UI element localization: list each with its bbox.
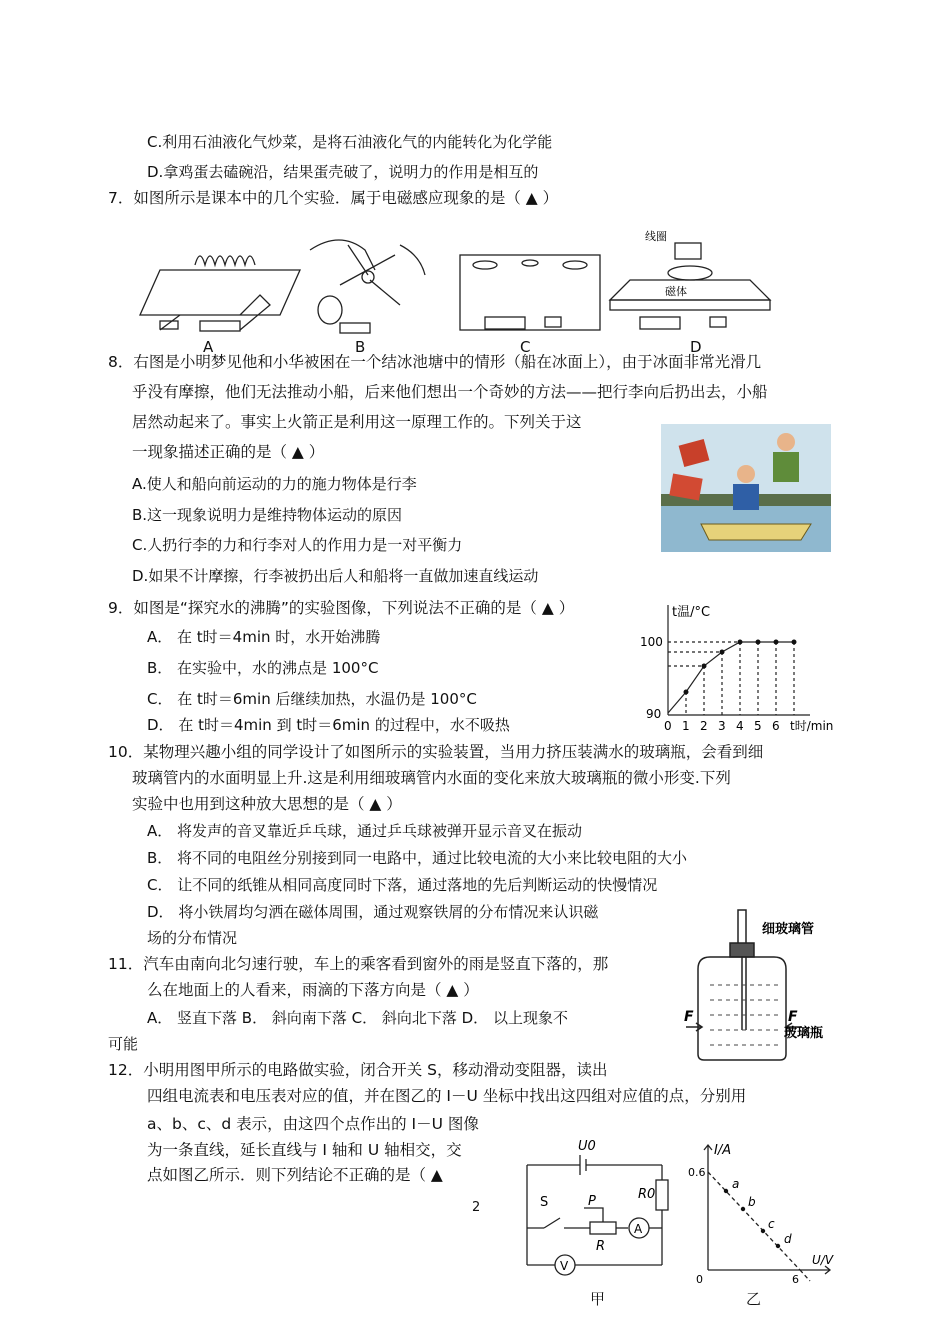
q6-option-d: D.拿鸡蛋去磕碗沿，结果蛋壳破了，说明力的作用是相互的 (147, 163, 539, 181)
q9-xtick-6: 6 (772, 719, 780, 733)
page-number: 2 (472, 1200, 481, 1215)
q10-force-right: F (788, 1009, 798, 1025)
q12-line-1: 12．小明用图甲所示的电路做实验，闭合开关 S，移动滑动变阻器，读出 (108, 1061, 608, 1079)
q10-force-left: F (684, 1009, 694, 1025)
q10-option-b: B． 将不同的电阻丝分别接到同一电路中，通过比较电流的大小来比较电阻的大小 (147, 849, 688, 867)
q12-point-b: b (748, 1195, 756, 1209)
q7-label-d: D (690, 338, 702, 356)
q10-bottle-label: 玻璃瓶 (784, 1026, 824, 1041)
q9-xtick-4: 4 (736, 719, 744, 733)
q12-graph-xlabel: U/V (812, 1253, 834, 1267)
voltmeter-icon: V (560, 1259, 569, 1273)
q9-xtick-0: 0 (664, 719, 672, 733)
q9-ylabel: t温/°C (672, 605, 711, 620)
q7-stem: 7．如图所示是课本中的几个实验．属于电磁感应现象的是（ ▲ ） (108, 189, 559, 207)
q9-xlabel: t时/min (790, 719, 834, 733)
ammeter-icon: A (634, 1222, 643, 1236)
q12-point-c: c (768, 1217, 775, 1231)
q7-label-b: B (355, 338, 366, 356)
q9-xtick-1: 1 (682, 719, 690, 733)
q7-label-c: C (520, 338, 531, 356)
q8-line-3: 居然动起来了。事实上火箭正是利用这一原理工作的。下列关于这 (132, 413, 582, 431)
q7-magnet-label: 磁体 (665, 285, 687, 298)
q10-option-d-1: D． 将小铁屑均匀洒在磁体周围，通过观察铁屑的分布情况来认识磁 (147, 903, 599, 921)
q9-option-b: B． 在实验中，水的沸点是 100°C (147, 659, 379, 677)
q12-graph-ylabel: I/A (714, 1143, 732, 1158)
q12-slider-label: P (588, 1194, 596, 1209)
q9-stem: 9．如图是“探究水的沸腾”的实验图像，下列说法不正确的是（ ▲ ） (108, 599, 575, 617)
q8-line-2: 乎没有摩擦，他们无法推动小船，后来他们想出一个奇妙的方法——把行李向后扔出去，小船 (132, 383, 768, 401)
q7-figures (140, 225, 780, 350)
q8-boat-image (661, 424, 831, 552)
q12-line-5: 点如图乙所示．则下列结论不正确的是（ ▲ (147, 1166, 443, 1184)
q10-tube-label: 细玻璃管 (762, 922, 815, 937)
q10-line-1: 10．某物理兴趣小组的同学设计了如图所示的实验装置，当用力挤压装满水的玻璃瓶，会看到细 (108, 743, 764, 761)
q12-u0-label: U0 (578, 1139, 596, 1154)
q11-options: A． 竖直下落 B． 斜向南下落 C． 斜向北下落 D． 以上现象不 (147, 1009, 568, 1027)
q6-option-c: C.利用石油液化气炒菜，是将石油液化气的内能转化为化学能 (147, 133, 553, 151)
q10-option-c: C． 让不同的纸锥从相同高度同时下落，通过落地的先后判断运动的快慢情况 (147, 876, 658, 894)
q7-coil-label: 线圈 (645, 230, 667, 243)
q12-point-a: a (732, 1177, 740, 1191)
q8-option-d: D.如果不计摩擦，行李被扔出后人和船将一直做加速直线运动 (132, 567, 539, 585)
q12-line-3: a、b、c、d 表示，由这四个点作出的 I－U 图像 (147, 1115, 479, 1133)
q12-circuit-figure (522, 1140, 697, 1285)
q10-bottle-figure (680, 905, 840, 1065)
q12-line-2: 四组电流表和电压表对应的值，并在图乙的 I－U 坐标中找出这四组对应值的点，分别用 (147, 1087, 747, 1105)
q7-label-a: A (203, 338, 214, 356)
q12-graph-ytick: 0.6 (688, 1166, 706, 1179)
q12-switch-label: S (540, 1195, 549, 1210)
q9-ytick-100: 100 (640, 635, 663, 649)
q12-point-d: d (784, 1232, 792, 1246)
q12-rheostat-label: R (596, 1239, 606, 1254)
q8-option-b: B.这一现象说明力是维持物体运动的原因 (132, 506, 403, 524)
q12-graph-caption: 乙 (746, 1290, 762, 1308)
q10-line-2: 玻璃管内的水面明显上升.这是利用细玻璃管内水面的变化来放大玻璃瓶的微小形变.下列 (132, 769, 731, 787)
q12-line-4: 为一条直线，延长直线与 I 轴和 U 轴相交，交 (147, 1141, 462, 1159)
q8-line-4: 一现象描述正确的是（ ▲ ） (132, 443, 325, 461)
q12-circuit-caption: 甲 (590, 1290, 606, 1308)
q8-option-c: C.人扔行李的力和行李对人的作用力是一对平衡力 (132, 536, 463, 554)
q9-xtick-3: 3 (718, 719, 726, 733)
q9-boiling-graph (640, 600, 860, 733)
q9-xtick-5: 5 (754, 719, 762, 733)
q9-option-d: D． 在 t时＝4min 到 t时＝6min 的过程中，水不吸热 (147, 716, 510, 734)
q12-r0-label: R0 (638, 1187, 656, 1202)
q11-options-cont: 可能 (108, 1035, 139, 1053)
q12-iu-graph (688, 1140, 838, 1285)
q10-option-d-2: 场的分布情况 (147, 929, 238, 947)
q12-graph-xtick: 6 (792, 1273, 799, 1286)
q11-line-2: 么在地面上的人看来，雨滴的下落方向是（ ▲ ） (147, 981, 479, 999)
q9-xtick-2: 2 (700, 719, 708, 733)
q9-option-c: C． 在 t时＝6min 后继续加热，水温仍是 100°C (147, 690, 477, 708)
q9-ytick-90: 90 (646, 707, 662, 721)
q10-line-3: 实验中也用到这种放大思想的是（ ▲ ） (132, 795, 402, 813)
q8-line-1: 8．右图是小明梦见他和小华被困在一个结冰池塘中的情形（船在冰面上），由于冰面非常光滑几 (108, 353, 762, 371)
q8-option-a: A.使人和船向前运动的力的施力物体是行李 (132, 475, 417, 493)
q10-option-a: A． 将发声的音叉靠近乒乓球，通过乒乓球被弹开显示音叉在振动 (147, 822, 583, 840)
q11-line-1: 11．汽车由南向北匀速行驶，车上的乘客看到窗外的雨是竖直下落的，那 (108, 955, 609, 973)
q12-graph-origin: 0 (696, 1273, 703, 1286)
q9-option-a: A． 在 t时＝4min 时，水开始沸腾 (147, 628, 381, 646)
